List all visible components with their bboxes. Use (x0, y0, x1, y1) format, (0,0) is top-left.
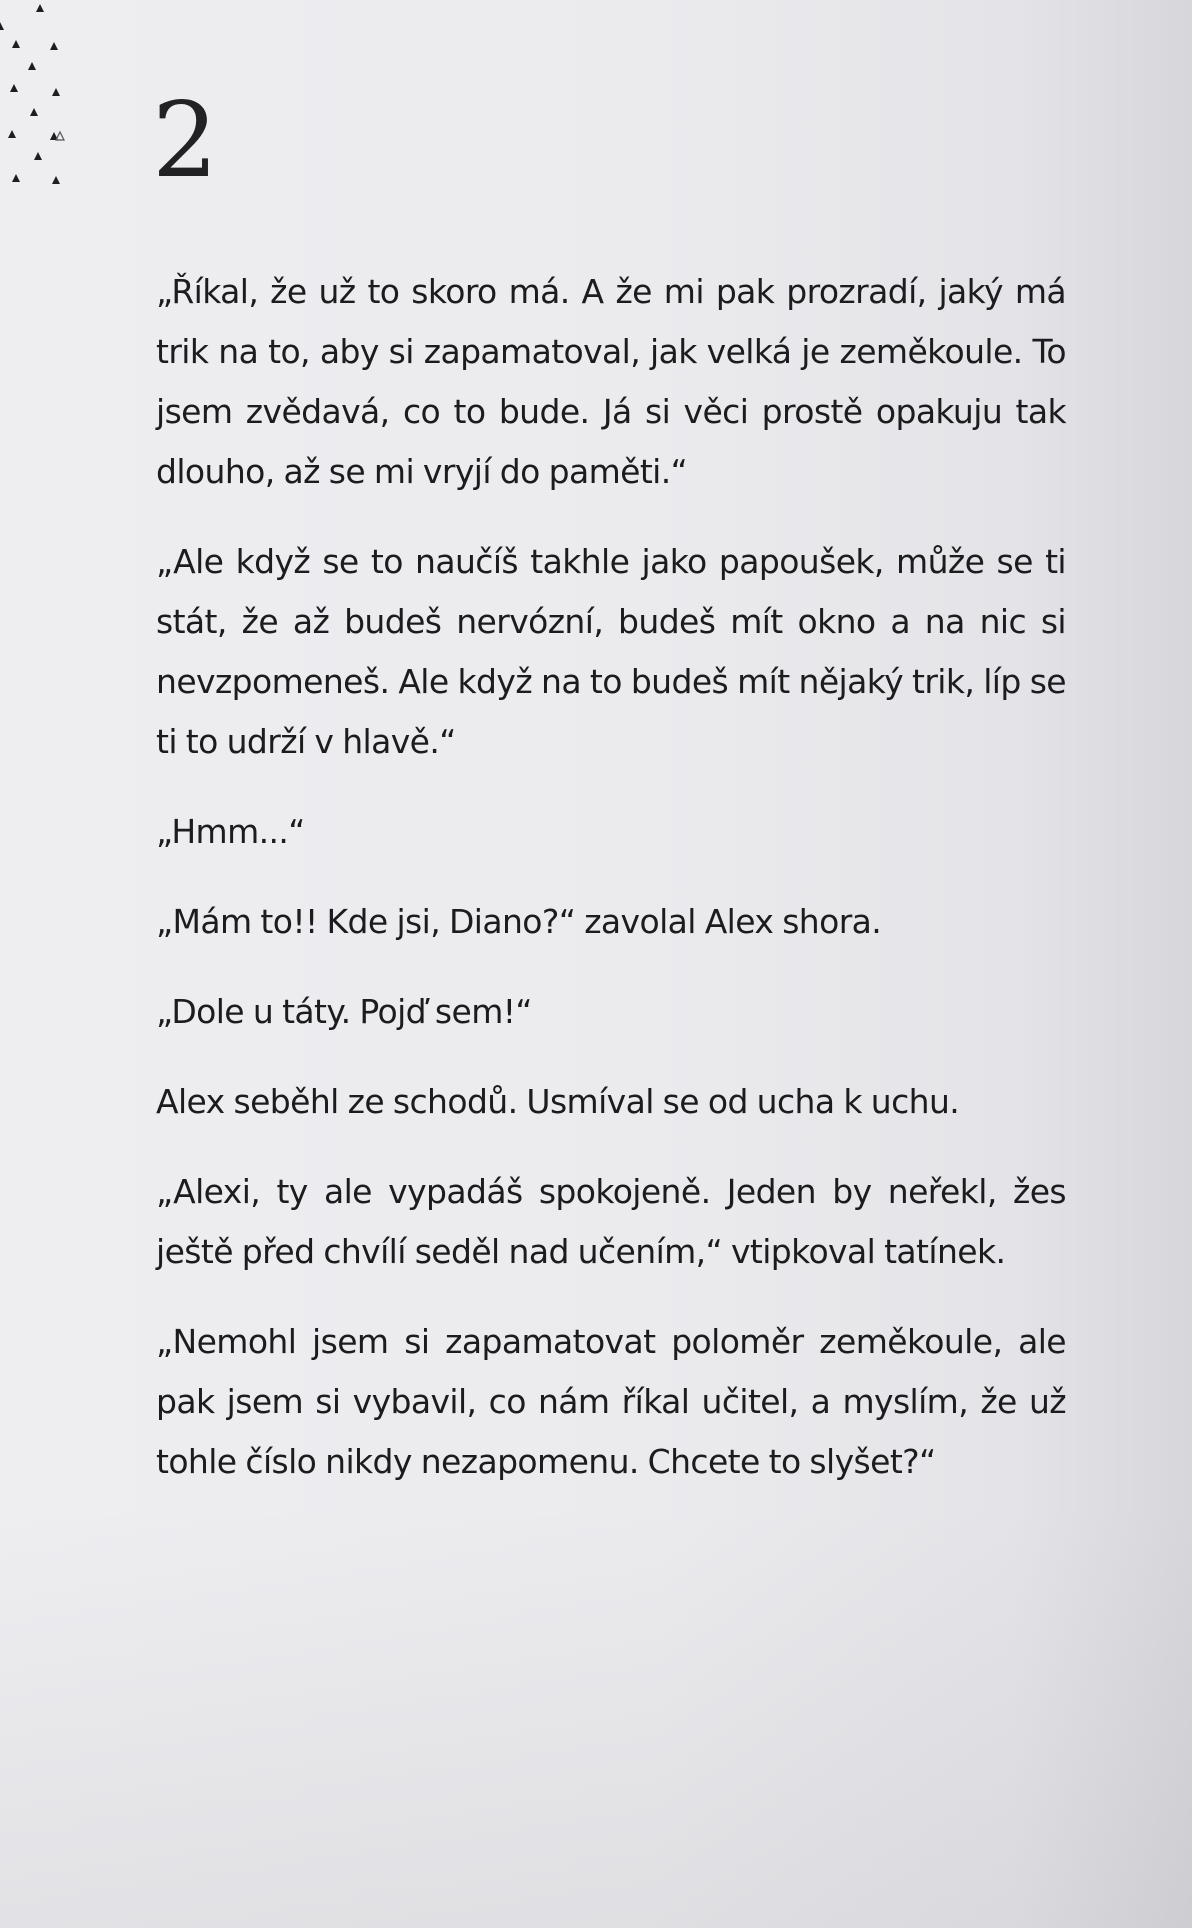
paragraph-4: „Mám to!! Kde jsi, Diano?“ zavolal Alex shora. (156, 902, 882, 941)
paragraph-2: „Ale když se to naučíš takhle jako papoušek, může se ti stát, že až budeš nervózní, budeš mít okno a na nic si nevzpomeneš. Ale když na to budeš mít nějaký trik, líp se ti to udrží v hlavě.“ (156, 542, 1066, 761)
paragraph-6: Alex seběhl ze schodů. Usmíval se od ucha k uchu. (156, 1082, 960, 1121)
chapter-number: 2 (152, 79, 219, 201)
paragraph-7: „Alexi, ty ale vypadáš spokojeně. Jeden by neřekl, žes ještě před chvílí seděl nad učením,“ vtipkoval tatínek. (156, 1172, 1066, 1271)
body-text (156, 262, 1066, 1522)
page-shadow (0, 1508, 1192, 1928)
paragraph-5: „Dole u táty. Pojď sem!“ (156, 992, 532, 1031)
paragraph-3: „Hmm...“ (156, 812, 305, 851)
paragraph-8: „Nemohl jsem si zapamatovat poloměr zeměkoule, ale pak jsem si vybavil, co nám říkal učitel, a myslím, že už tohle číslo nikdy nezapomenu. Chcete to slyšet?“ (156, 1322, 1066, 1481)
paragraph-1: „Říkal, že už to skoro má. A že mi pak prozradí, jaký má trik na to, aby si zapamatoval, jak velká je zeměkoule. To jsem zvědavá, co to bude. Já si věci prostě opakuju tak dlouho, až se mi vryjí do paměti.“ (156, 272, 1066, 491)
triangle-pattern-icon (0, 0, 80, 200)
